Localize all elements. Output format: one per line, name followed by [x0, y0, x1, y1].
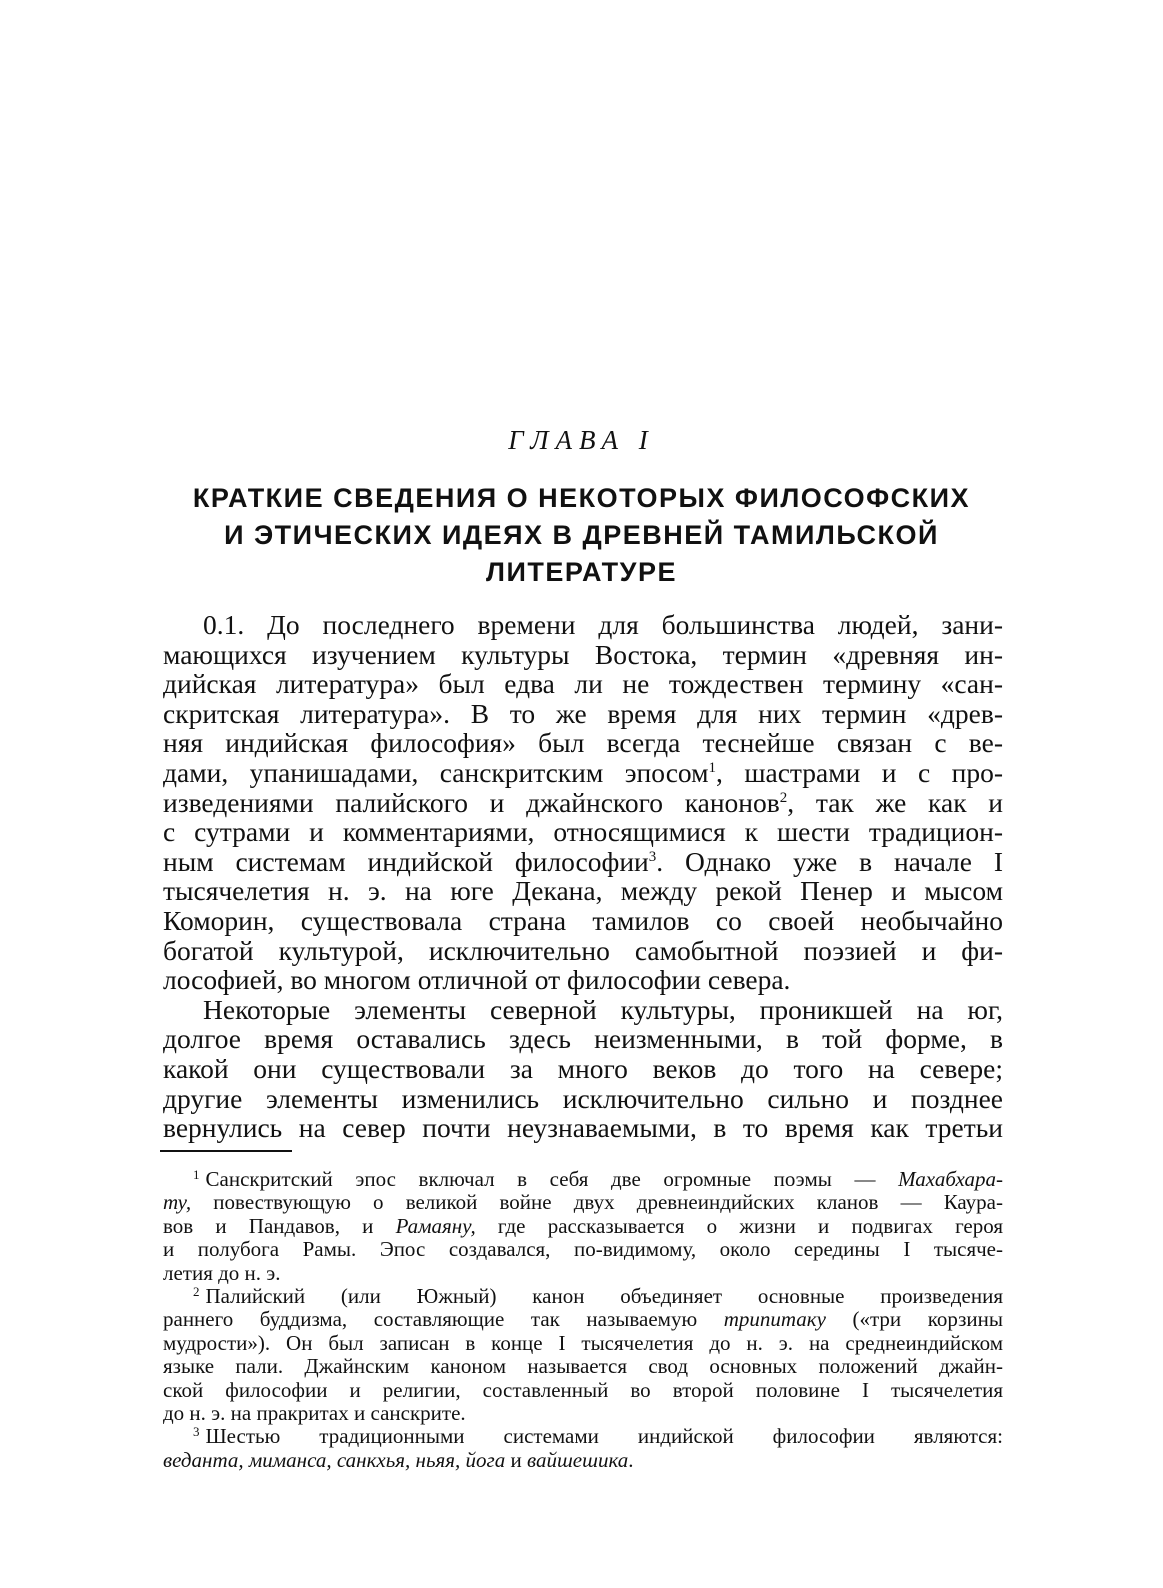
footnote-3-line — [163, 1449, 1003, 1472]
footnote-ref-2[interactable]: 2 — [779, 789, 788, 806]
footnote-ref-1[interactable]: 1 — [708, 759, 717, 776]
text-segment: и — [505, 1447, 527, 1472]
text-line: богатой культурой, исключительно самобытной поэзией и фи- — [163, 934, 1003, 966]
text-segment: . — [628, 1447, 634, 1472]
text-segment: Санскритский эпос включал в себя две огромные поэмы — — [205, 1167, 899, 1191]
footnote-divider — [160, 1150, 292, 1152]
text-line: вернулись на север почти неузнаваемыми, в то время как третьи — [163, 1112, 1003, 1144]
text-segment: , так же как и — [787, 786, 1003, 818]
text-segment: , шастрами и с про- — [716, 756, 1003, 788]
italic-segment: Махабхара- — [898, 1167, 1003, 1191]
chapter-title — [150, 480, 1013, 591]
chapter-label: ГЛАВА I — [508, 425, 655, 455]
footnote-2-line: до н. э. на пракритах и санскрите. — [163, 1400, 466, 1425]
italic-segment: Рамаяну, — [395, 1213, 476, 1238]
italic-segment: ту, — [163, 1190, 192, 1215]
main-text — [163, 610, 1003, 1143]
text-line: долгое время оставались здесь неизменными, в той форме, в — [163, 1023, 1003, 1055]
chapter-title-line: КРАТКИЕ СВЕДЕНИЯ О НЕКОТОРЫХ ФИЛОСОФСКИХ — [192, 483, 971, 513]
chapter-title-line: И ЭТИЧЕСКИХ ИДЕЯХ В ДРЕВНЕЙ ТАМИЛЬСКОЙ — [224, 520, 939, 550]
footnote-1-line: летия до н. э. — [163, 1260, 281, 1285]
footnote-number: 1 — [193, 1167, 200, 1182]
italic-segment: трипитаку — [723, 1307, 826, 1332]
text-segment: повествующую о великой войне двух древнеиндийских кланов — Каура- — [191, 1190, 1003, 1215]
footnote-ref-3[interactable]: 3 — [648, 848, 657, 865]
footnote-2-line — [163, 1285, 1003, 1308]
text-segment: . Однако уже в начале I — [656, 845, 1003, 877]
text-segment: Палийский (или Южный) канон объединяет основные произведения — [205, 1283, 1003, 1308]
text-segment: дами, упанишадами, санскритским эпосом — [163, 756, 709, 788]
footnotes — [163, 1168, 1003, 1472]
text-line: с сутрами и комментариями, относящимися к шести традицион- — [163, 816, 1003, 848]
text-line: скритская литература». В то же время для них термин «древ- — [163, 697, 1003, 729]
text-line: 0.1. До последнего времени для большинства людей, зани- — [203, 609, 1003, 640]
text-segment: изведениями палийского и джайнского канонов — [163, 786, 780, 818]
footnote-1-line: и полубога Рамы. Эпос создавался, по-видимому, около середины I тысяче- — [163, 1237, 1003, 1262]
footnote-1-line — [163, 1168, 1003, 1191]
footnote-2-line: ской философии и религии, составленный во второй половине I тысячелетия — [163, 1377, 1003, 1402]
text-line: Коморин, существовала страна тамилов со своей необычайно — [163, 904, 1003, 936]
text-segment: ным системам индийской философии — [163, 845, 649, 877]
text-line: другие элементы изменились исключительно сильно и позднее — [163, 1082, 1003, 1114]
text-line: няя индийская философия» был всегда теснейше связан с ве- — [163, 727, 1003, 759]
text-line — [163, 847, 1003, 877]
text-line: дийская литература» был едва ли не тождествен термину «сан- — [163, 668, 1003, 700]
text-segment: («три корзины — [825, 1307, 1003, 1332]
italic-segment: веданта, миманса, санкхья, ньяя, йога — [163, 1447, 506, 1472]
text-segment: раннего буддизма, составляющие так называемую — [163, 1307, 724, 1332]
text-line: какой они существовали за много веков до того на севере; — [163, 1052, 1003, 1084]
text-segment: Шестью традиционными системами индийской философии являются: — [205, 1424, 1003, 1449]
chapter-title-line: ЛИТЕРАТУРЕ — [486, 557, 677, 587]
text-line — [163, 788, 1003, 818]
text-line: лософией, во многом отличной от философии севера. — [163, 964, 791, 996]
text-segment: вов и Пандавов, и — [163, 1213, 396, 1238]
italic-segment: вайшешика — [526, 1447, 629, 1472]
footnote-2-line — [163, 1308, 1003, 1331]
text-line: тысячелетия н. э. на юге Декана, между рекой Пенер и мысом — [163, 875, 1003, 907]
text-line — [163, 758, 1003, 788]
footnote-number: 2 — [193, 1283, 200, 1299]
footnote-3-line — [163, 1425, 1003, 1448]
footnote-2-line: языке пали. Джайнским каноном называется свод основных положений джайн- — [163, 1354, 1003, 1379]
footnote-1-line — [163, 1215, 1003, 1238]
footnote-number: 3 — [193, 1424, 200, 1440]
text-line: Некоторые элементы северной культуры, проникшей на юг, — [203, 993, 1003, 1025]
footnote-2-line: мудрости»). Он был записан в конце I тысячелетия до н. э. на среднеиндийском — [163, 1330, 1003, 1355]
footnote-1-line — [163, 1191, 1003, 1214]
text-line: мающихся изучением культуры Востока, термин «древняя ин- — [163, 638, 1003, 670]
text-segment: где рассказывается о жизни и подвигах героя — [475, 1213, 1003, 1238]
